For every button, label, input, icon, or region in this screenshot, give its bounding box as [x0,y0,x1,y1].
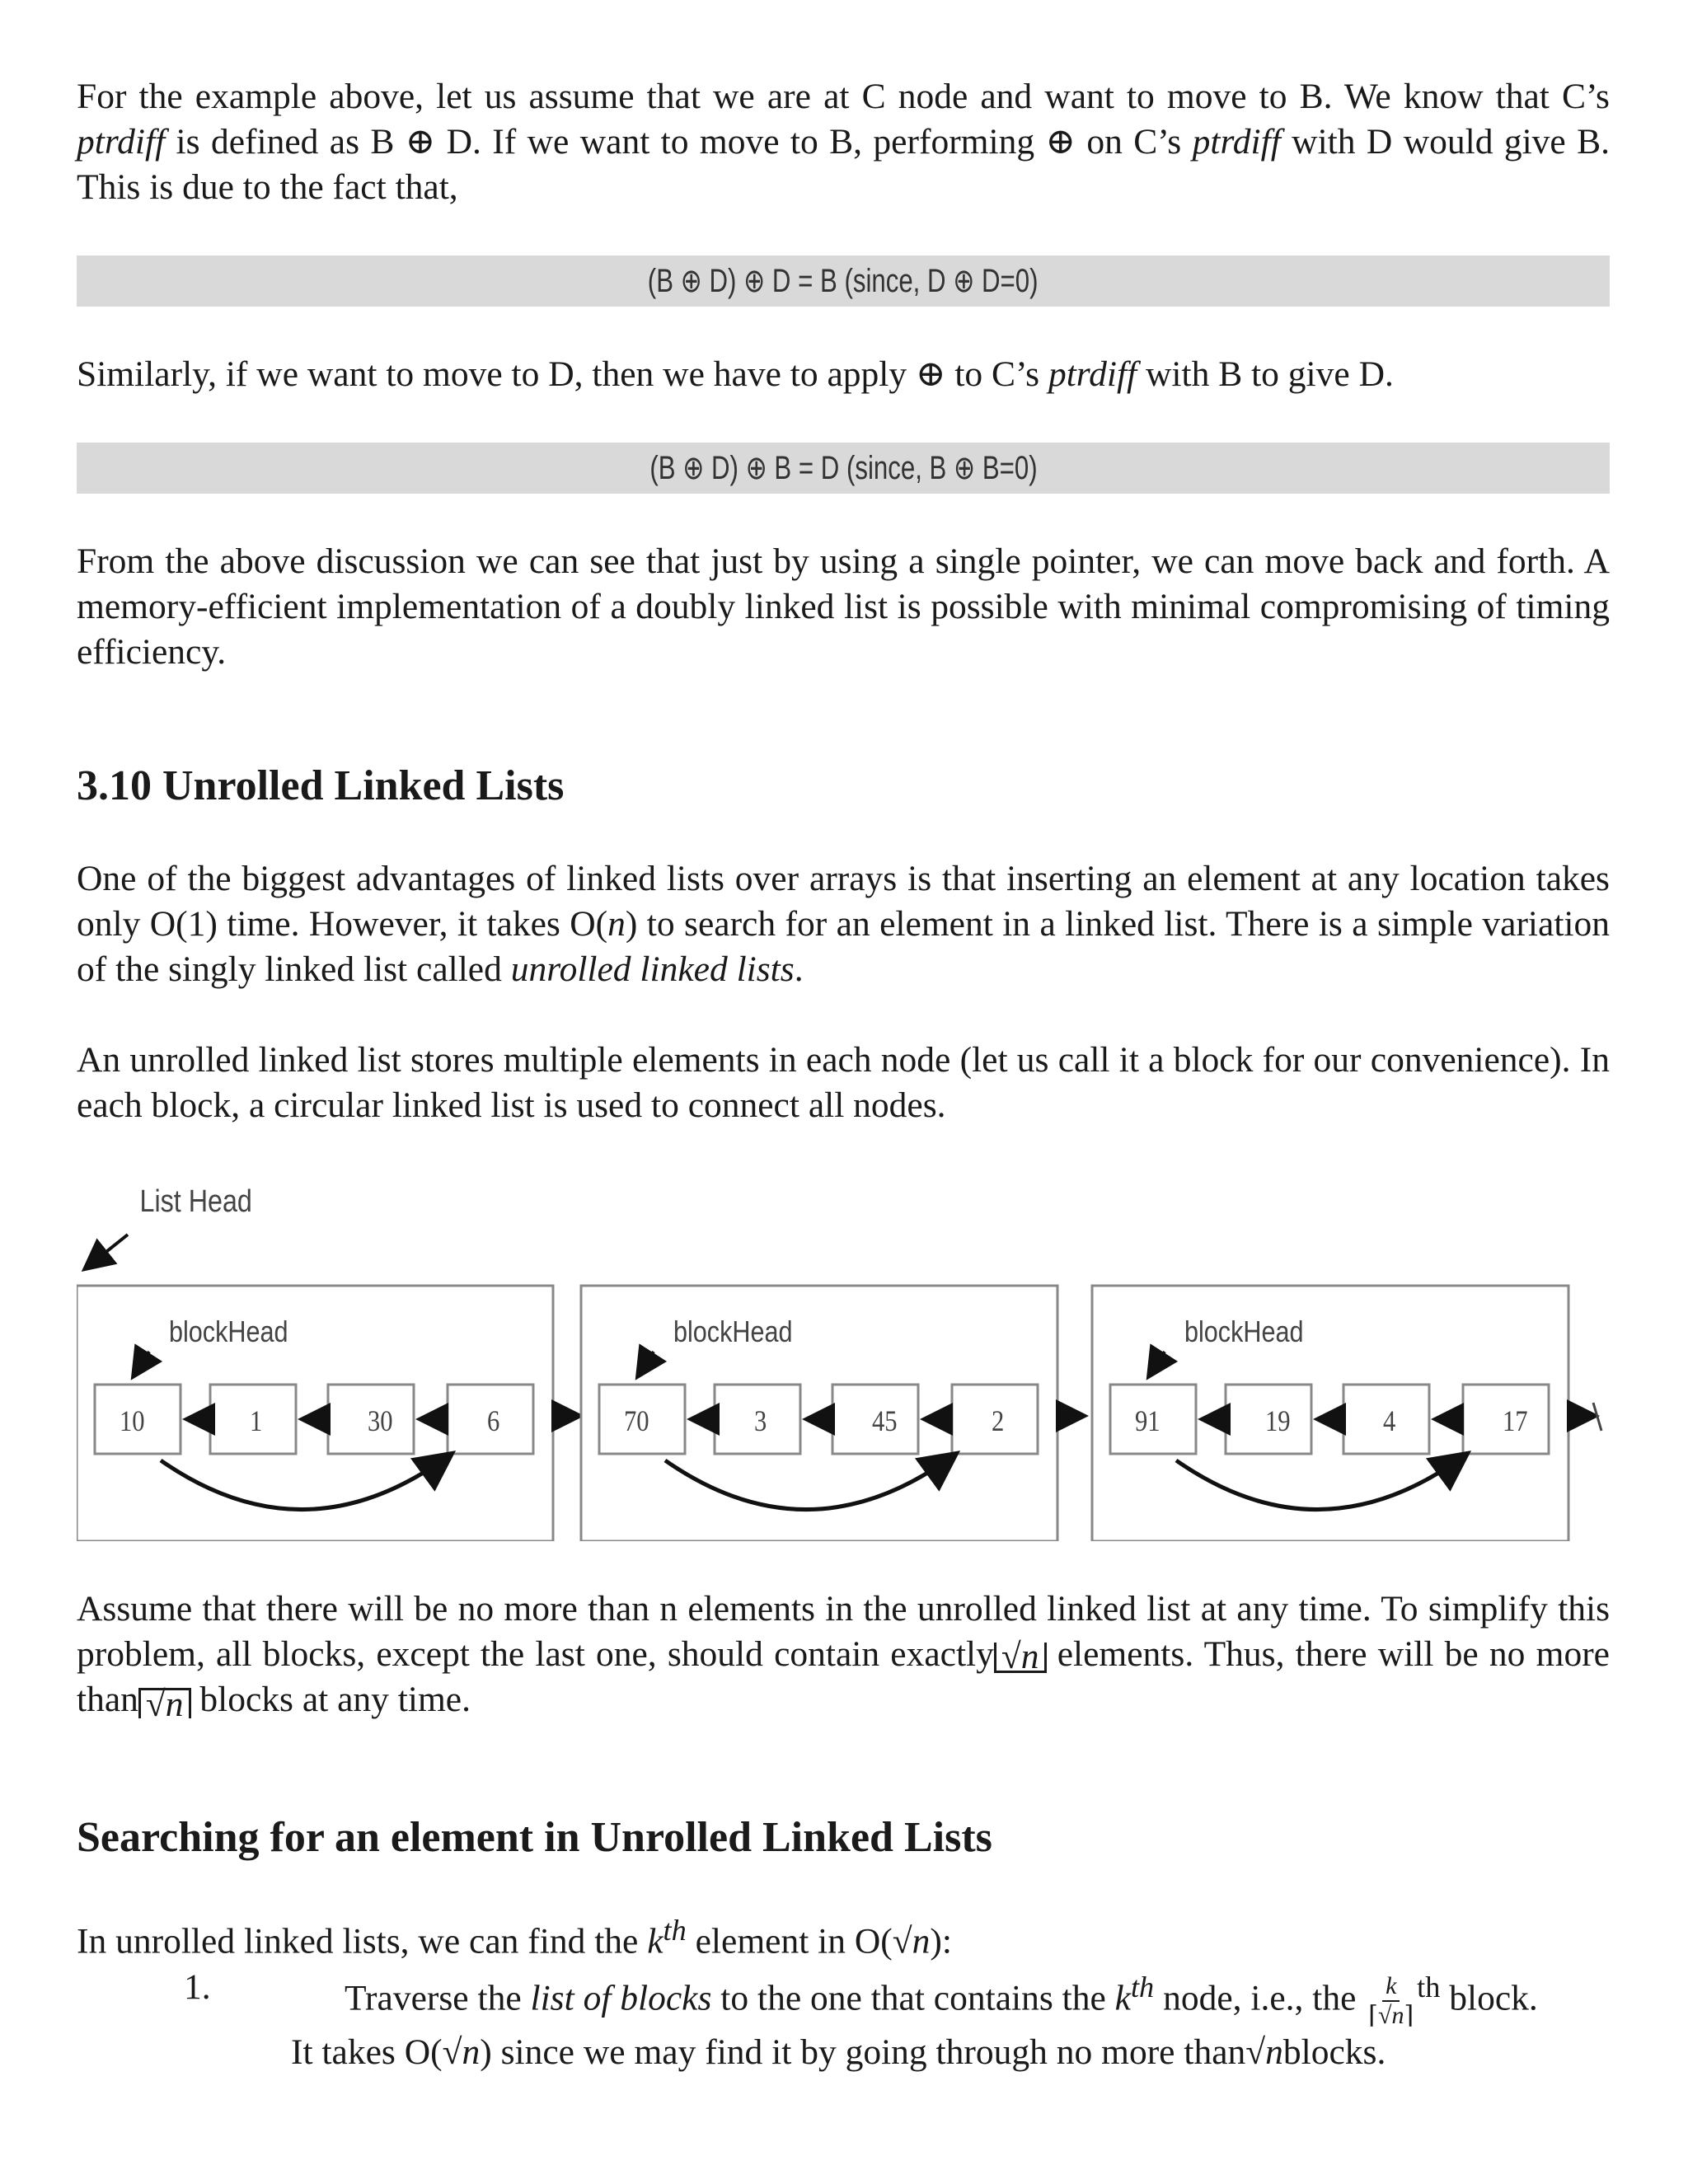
block [581,1286,1082,1541]
block-head-label: blockHead [673,1315,793,1349]
node-value: 91 [1135,1404,1160,1438]
node-value: 4 [1383,1404,1396,1438]
block-head-label: blockHead [169,1315,288,1349]
node-value: 3 [754,1404,767,1438]
paragraph-definition: An unrolled linked list stores multiple elements in each node (let us call it a block for our convenience). In each block, a circular linked list is used to connect all nodes. [77,1040,1610,1125]
node-value: 17 [1503,1404,1528,1438]
blocks-layer [77,1286,1601,1541]
sqrt-floor-1: √n [994,1643,1047,1673]
node-value: 10 [120,1404,145,1438]
paragraph-assume-n: Assume that there will be no more than n elements in the unrolled linked list at any time. To simplify this problem, all blocks, except the last one, should contain exactly √n elements. Thus, there will be no more than √n blocks at any time. [77,1589,1610,1724]
section-heading-unrolled: 3.10 Unrolled Linked Lists [77,762,565,809]
node-value: 70 [624,1404,649,1438]
node-value: 6 [487,1404,500,1438]
block [1092,1286,1593,1541]
node-value: 2 [992,1404,1005,1438]
node-value: 1 [250,1404,263,1438]
unrolled-list-diagram [77,1179,1626,1541]
paragraph-discussion: From the above discussion we can see that just by using a single pointer, we can move back and forth. A memory-efficient implementation of a doubly linked list is possible with minimal compromising of timing efficiency. [77,541,1610,672]
page-content [77,74,1610,1128]
paragraph-ptrdiff-intro: For the example above, let us assume that we are at C node and want to move to B. We know that C’s ptrdiff is defined as B ⊕ D. If we want to move to B, performing ⊕ on C’s ptrdiff with D would give B. This is due to the fact that, [77,77,1610,207]
paragraph-find-kth: In unrolled linked lists, we can find the $k^{th}$ element in O(√n): [77,1914,952,1961]
sqrt-ceil-1: √n [138,1688,191,1718]
list-item-1-line2: It takes O( √ n ) since we may find it by going through no more than √ n blocks. [291,2032,1386,2073]
k-over-sqrt-n: $\frac{k}{⌈√n⌉}$ [1368,1972,1414,2030]
block [77,1286,578,1541]
paragraph-advantages: One of the biggest advantages of linked lists over arrays is that inserting an element at any location takes only O(1) time. However, it takes O(n) to search for an element in a linked list. There is a simple variation of the singly linked list called unrolled linked lists. [77,859,1610,989]
list-number: 1. [184,1966,211,2007]
paragraph-move-to-d: Similarly, if we want to move to D, then we have to apply ⊕ to C’s ptrdiff with B to give D. [77,354,1394,394]
section-heading-searching: Searching for an element in Unrolled Linked Lists [77,1814,992,1861]
node-value: 45 [872,1404,898,1438]
list-head-label: List Head [139,1183,252,1219]
formula-box-1: (B ⊕ D) ⊕ D = B (since, D ⊕ D=0) [77,255,1610,307]
list-item-1: 1. Traverse the list of blocks to the one that contains the $k^{th}$ node, i.e., the $\frac{k}{⌈√n⌉}$ $^{th}$ block. [77,1965,1610,2031]
page-content-lower [77,1586,1610,2075]
node-value: 19 [1265,1404,1291,1438]
formula-box-2: (B ⊕ D) ⊕ B = D (since, B ⊕ B=0) [77,443,1610,494]
block-head-label: blockHead [1184,1315,1304,1349]
null-terminator [1593,1403,1601,1431]
node-value: 30 [368,1404,393,1438]
list-head-arrow [87,1235,128,1268]
